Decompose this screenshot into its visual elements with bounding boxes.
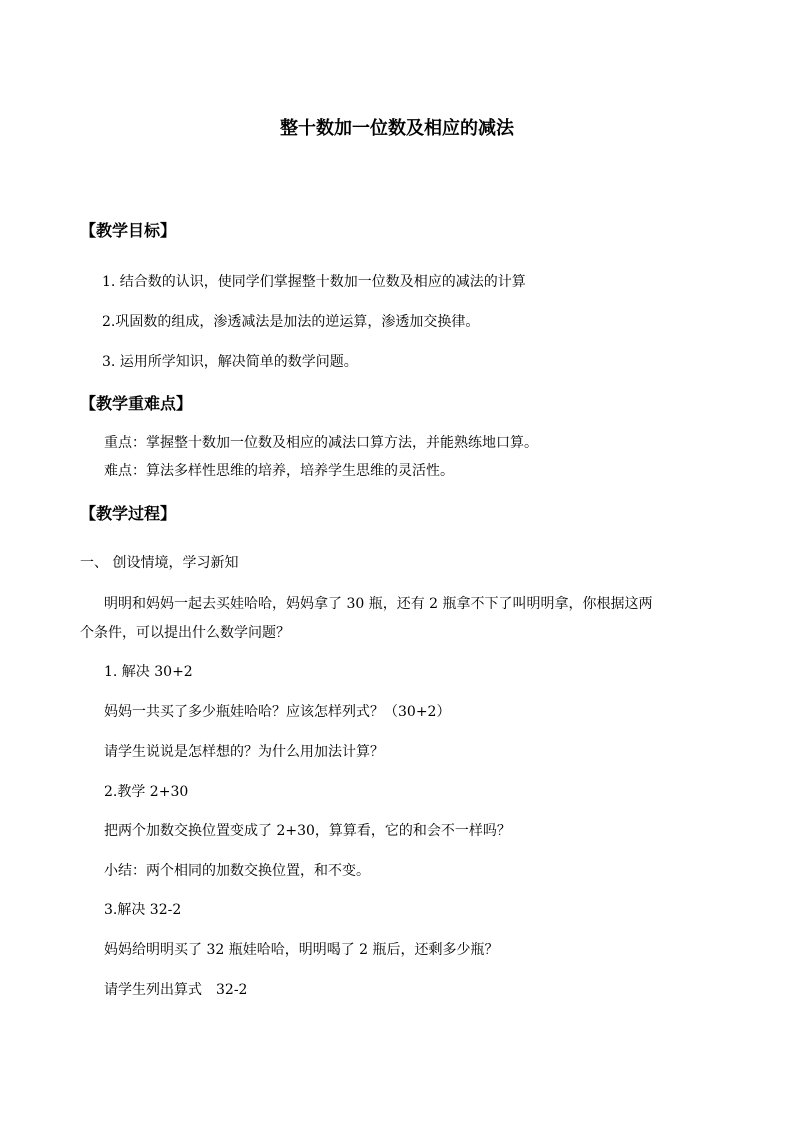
objective-item-3: 3. 运用所学知识，解决简单的数学问题。 <box>102 354 358 370</box>
step-heading-3: 3.解决 32-2 <box>104 902 182 918</box>
intro-paragraph-line-2: 个条件，可以提出什么数学问题？ <box>80 625 290 641</box>
key-point-focus: 重点：掌握整十数加一位数及相应的减法口算方法，并能熟练地口算。 <box>104 435 538 451</box>
intro-paragraph-line-1: 明明和妈妈一起去买娃哈哈，妈妈拿了 30 瓶，还有 2 瓶拿不下了叫明明拿，你根据这两 <box>104 596 653 612</box>
objective-item-2: 2.巩固数的组成，渗透减法是加法的逆运算，渗透加交换律。 <box>102 314 480 330</box>
objective-item-1: 1. 结合数的认识，使同学们掌握整十数加一位数及相应的减法的计算 <box>102 274 526 290</box>
objectives-heading: 【教学目标】 <box>80 221 177 240</box>
step-summary-2: 小结：两个相同的加数交换位置，和不变。 <box>104 863 370 879</box>
key-point-difficulty: 难点：算法多样性思维的培养，培养学生思维的灵活性。 <box>104 463 454 479</box>
step-question-3: 妈妈给明明买了 32 瓶娃哈哈，明明喝了 2 瓶后，还剩多少瓶？ <box>104 942 499 958</box>
step-prompt-3: 请学生列出算式 32-2 <box>104 982 248 998</box>
step-question-2: 把两个加数交换位置变成了 2+30，算算看，它的和会不一样吗？ <box>104 823 511 839</box>
step-heading-1: 1. 解决 30+2 <box>104 664 193 680</box>
process-heading: 【教学过程】 <box>80 504 177 523</box>
step-heading-2: 2.教学 2+30 <box>104 784 189 800</box>
step-question-1: 妈妈一共买了多少瓶娃哈哈？应该怎样列式？（30+2） <box>104 704 451 720</box>
step-prompt-1: 请学生说说是怎样想的？为什么用加法计算？ <box>104 744 384 760</box>
section-1-title: 一、 创设情境，学习新知 <box>80 555 239 571</box>
document-title: 整十数加一位数及相应的减法 <box>280 118 514 139</box>
key-points-heading: 【教学重难点】 <box>80 394 193 413</box>
